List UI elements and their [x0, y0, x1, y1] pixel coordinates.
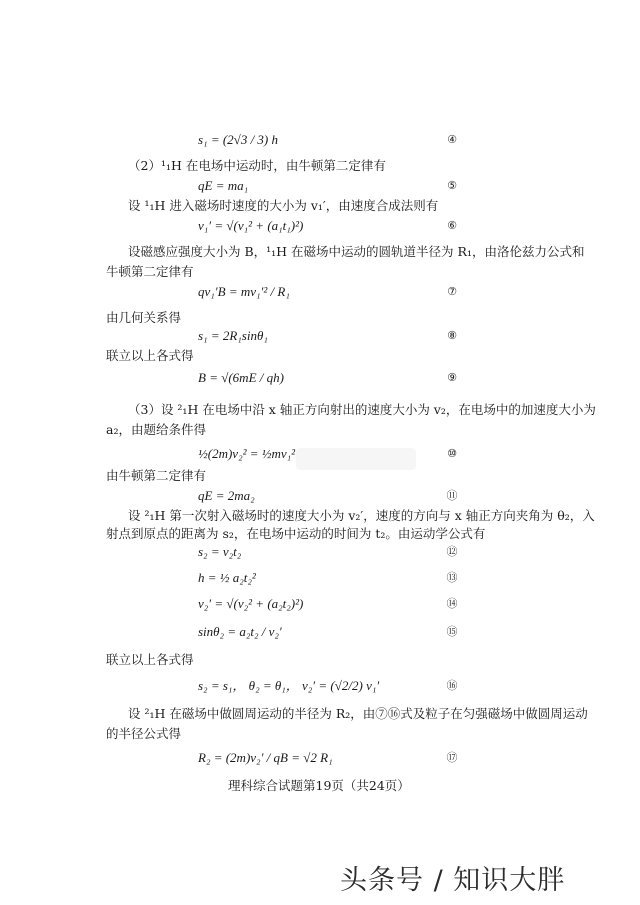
equation-number-16: ⑯: [446, 679, 458, 692]
paragraph-first-entry-line2: 射点到原点的距离为 s₂，在电场中运动的时间为 t₂。由运动学公式有: [106, 526, 486, 541]
equation-number-4: ④: [447, 133, 457, 146]
equation-number-14: ⑭: [446, 597, 458, 610]
paragraph-field-line2: 牛顿第二定律有: [106, 264, 194, 279]
paragraph-first-entry-line1: 设 ²₁H 第一次射入磁场时的速度大小为 v₂′，速度的方向与 x 轴正方向夹角为 θ₂，入: [128, 508, 595, 523]
equation-17: R₂ = (2m)v₂′ / qB = √2 R₁: [198, 750, 333, 765]
equation-4: s₁ = (2√3 / 3) h: [198, 132, 279, 147]
equation-number-13: ⑬: [446, 571, 458, 584]
watermark-text: 头条号 / 知识大胖: [340, 865, 566, 896]
page-footer: 理科综合试题第19页（共24页）: [228, 778, 410, 793]
paragraph-radius-line1: 设 ²₁H 在磁场中做圆周运动的半径为 R₂，由⑦⑯式及粒子在匀强磁场中做圆周运动: [128, 706, 588, 721]
paragraph-part-3-line1: （3）设 ²₁H 在电场中沿 x 轴正方向射出的速度大小为 v₂，在电场中的加速度大小为: [128, 402, 596, 417]
equation-10: ½(2m)v₂² = ½mv₁²: [198, 446, 296, 461]
equation-7: qv₁′B = mv₁′² / R₁: [198, 284, 290, 299]
paragraph-combine-2: 联立以上各式得: [106, 652, 194, 667]
paragraph-combine-1: 联立以上各式得: [106, 348, 194, 363]
equation-12: s₂ = v₂t₂: [198, 544, 242, 559]
equation-13: h = ½ a₂t₂²: [198, 570, 256, 585]
paragraph-radius-line2: 的半径公式得: [106, 726, 182, 741]
equation-9: B = √(6mE / qh): [198, 370, 284, 385]
equation-16: s₂ = s₁， θ₂ = θ₁， v₂′ = (√2/2) v₁′: [198, 678, 380, 693]
equation-number-6: ⑥: [447, 219, 457, 232]
equation-5: qE = ma₁: [198, 178, 249, 193]
equation-number-8: ⑧: [447, 329, 457, 342]
equation-14: v₂′ = √(v₂² + (a₂t₂)²): [198, 596, 304, 611]
paragraph-part-2: （2）¹₁H 在电场中运动时，由牛顿第二定律有: [128, 158, 386, 173]
equation-number-15: ⑮: [446, 625, 458, 638]
equation-11: qE = 2ma₂: [198, 488, 255, 503]
equation-number-9: ⑨: [447, 371, 457, 384]
equation-number-7: ⑦: [447, 285, 457, 298]
equation-number-17: ⑰: [446, 751, 458, 764]
equation-8: s₁ = 2R₁sinθ₁: [198, 328, 268, 343]
equation-number-10: ⑩: [447, 447, 457, 460]
equation-6: v₁′ = √(v₁² + (a₁t₁)²): [198, 218, 304, 233]
paragraph-geometry: 由几何关系得: [106, 310, 182, 325]
faint-watermark-smudge: [296, 448, 416, 470]
paragraph-field-line1: 设磁感应强度大小为 B，¹₁H 在磁场中运动的圆轨道半径为 R₁，由洛伦兹力公式和: [128, 244, 585, 259]
equation-number-12: ⑫: [446, 545, 458, 558]
paragraph-newton: 由牛顿第二定律有: [106, 468, 207, 483]
paragraph-velocity: 设 ¹₁H 进入磁场时速度的大小为 v₁′，由速度合成法则有: [128, 198, 439, 213]
equation-number-11: ⑪: [446, 489, 458, 502]
equation-number-5: ⑤: [447, 179, 457, 192]
paragraph-part-3-line2: a₂，由题给条件得: [106, 422, 206, 437]
equation-15: sinθ₂ = a₂t₂ / v₂′: [198, 624, 282, 639]
